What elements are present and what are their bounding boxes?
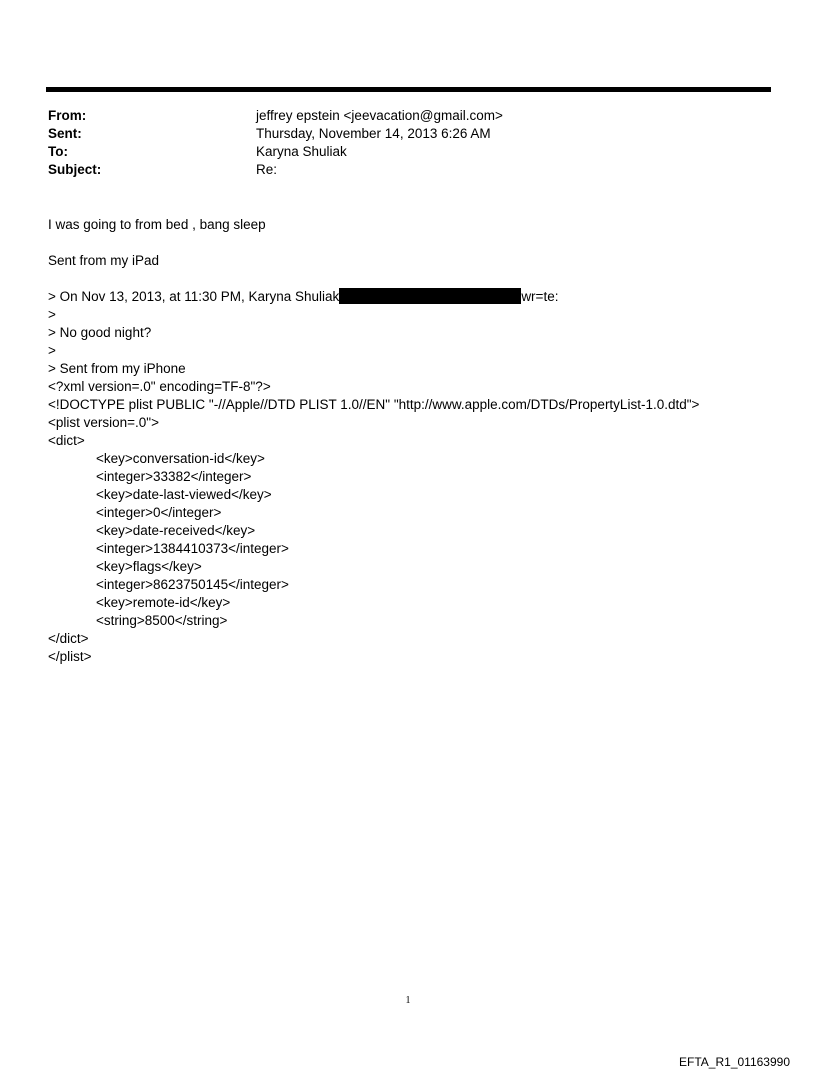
- quote-line: >: [48, 343, 56, 358]
- quote-line: > No good night?: [48, 325, 152, 340]
- sent-label: Sent:: [48, 126, 82, 141]
- email-body: [48, 216, 788, 666]
- email-header: [48, 107, 748, 179]
- dict-line: <key>conversation-id</key>: [96, 451, 265, 466]
- to-value: Karyna Shuliak: [256, 144, 347, 159]
- doctype-line: <!DOCTYPE plist PUBLIC "-//Apple//DTD PLIST 1.0//EN" "http://www.apple.com/DTDs/PropertyList-1.0.dtd">: [48, 397, 700, 412]
- signature-text: Sent from my iPad: [48, 253, 160, 268]
- to-label: To:: [48, 144, 68, 159]
- quote-line: > Sent from my iPhone: [48, 361, 186, 376]
- from-value: jeffrey epstein <jeevacation@gmail.com>: [256, 108, 503, 123]
- dict-line: <key>remote-id</key>: [96, 595, 231, 610]
- subject-value: Re:: [256, 162, 278, 177]
- plist-close: </plist>: [48, 649, 92, 664]
- dict-line: <key>flags</key>: [96, 559, 202, 574]
- dict-line: <integer>33382</integer>: [96, 469, 252, 484]
- quote-intro-text: > On Nov 13, 2013, at 11:30 PM, Karyna Shuliak: [48, 289, 340, 304]
- from-label: From:: [48, 108, 87, 123]
- dict-line: <integer>1384410373</integer>: [96, 541, 289, 556]
- dict-close: </dict>: [48, 631, 89, 646]
- dict-line: <key>date-last-viewed</key>: [96, 487, 272, 502]
- plist-open: <plist version=.0">: [48, 415, 159, 430]
- quote-intro: [48, 288, 788, 306]
- dict-line: <string>8500</string>: [96, 613, 228, 628]
- dict-line: <integer>8623750145</integer>: [96, 577, 289, 592]
- bates-number: EFTA_R1_01163990: [679, 1055, 790, 1069]
- dict-line: <key>date-received</key>: [96, 523, 256, 538]
- sent-row: [48, 125, 748, 143]
- subject-row: [48, 161, 748, 179]
- quote-line: >: [48, 307, 56, 322]
- redaction-box: [339, 288, 521, 304]
- header-divider: [46, 87, 771, 92]
- quote-intro-tail: wr=te:: [521, 289, 559, 304]
- to-row: [48, 143, 748, 161]
- subject-label: Subject:: [48, 162, 102, 177]
- xml-declaration: <?xml version=.0" encoding=TF-8"?>: [48, 379, 271, 394]
- from-row: [48, 107, 748, 125]
- dict-line: <integer>0</integer>: [96, 505, 222, 520]
- page-number: 1: [405, 995, 411, 1006]
- message-text: I was going to from bed , bang sleep: [48, 217, 266, 232]
- sent-value: Thursday, November 14, 2013 6:26 AM: [256, 126, 491, 141]
- dict-open: <dict>: [48, 433, 85, 448]
